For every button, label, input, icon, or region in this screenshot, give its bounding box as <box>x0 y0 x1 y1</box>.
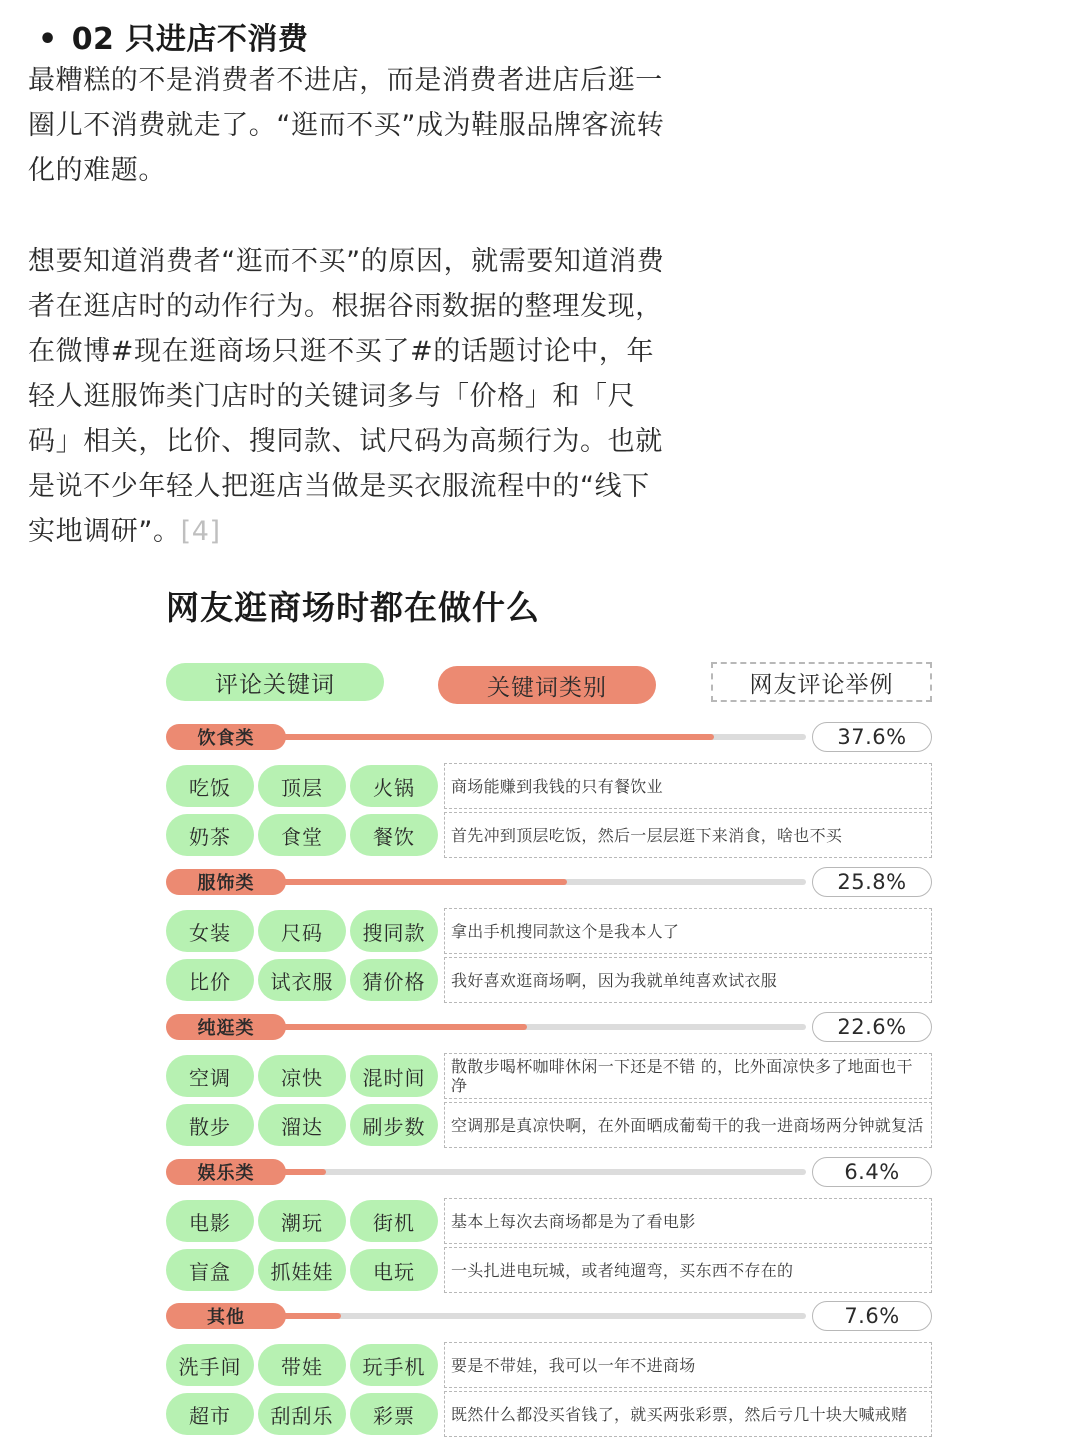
heading-text: 02 只进店不消费 <box>71 22 309 57</box>
category-row <box>166 1014 932 1040</box>
keyword-pill: 电影 <box>166 1200 254 1242</box>
comment-example: 要是不带娃，我可以一年不进商场 <box>444 1342 932 1388</box>
header-example: 网友评论举例 <box>711 662 932 702</box>
keyword-row <box>166 765 932 807</box>
keyword-pill: 搜同款 <box>350 910 438 952</box>
keyword-pill: 抓娃娃 <box>258 1249 346 1291</box>
comment-example: 拿出手机搜同款这个是我本人了 <box>444 908 932 954</box>
comment-example: 我好喜欢逛商场啊，因为我就单纯喜欢试衣服 <box>444 957 932 1003</box>
comment-example: 散散步喝杯咖啡休闲一下还是不错 的，比外面凉快多了地面也干净 <box>444 1053 932 1099</box>
reference-marker[interactable]: [4] <box>180 516 221 547</box>
category-label: 饮食类 <box>166 724 286 750</box>
section-heading <box>38 14 308 58</box>
keyword-pill: 洗手间 <box>166 1344 254 1386</box>
keyword-row <box>166 1200 932 1242</box>
category-label: 其他 <box>166 1303 286 1329</box>
keyword-pill: 吃饭 <box>166 765 254 807</box>
category-percentage: 37.6% <box>812 722 932 752</box>
keyword-row <box>166 1393 932 1435</box>
keyword-row <box>166 1344 932 1386</box>
category-percentage: 6.4% <box>812 1157 932 1187</box>
keyword-row <box>166 910 932 952</box>
category-bar <box>246 879 567 885</box>
keyword-pill: 试衣服 <box>258 959 346 1001</box>
category-bar <box>246 1024 527 1030</box>
bullet: • <box>38 22 58 57</box>
keyword-pill: 彩票 <box>350 1393 438 1435</box>
keyword-row <box>166 1055 932 1097</box>
comment-example: 既然什么都没买省钱了，就买两张彩票，然后亏几十块大喊戒赌 <box>444 1391 932 1437</box>
keyword-pill: 女装 <box>166 910 254 952</box>
paragraph-2-text: 想要知道消费者“逛而不买”的原因，就需要知道消费者在逛店时的动作行为。根据谷雨数据的整理发现，在微博#现在逛商场只逛不买了#的话题讨论中，年轻人逛服饰类门店时的关键词多与「价格」和「尺码」相关，比价、搜同款、试尺码为高频行为。也就是说不少年轻人把逛店当做是买衣服流程中的“线下实地调研”。 <box>28 246 665 547</box>
keyword-pill: 混时间 <box>350 1055 438 1097</box>
keyword-pill: 带娃 <box>258 1344 346 1386</box>
keyword-row <box>166 1249 932 1291</box>
keyword-pill: 食堂 <box>258 814 346 856</box>
category-percentage: 25.8% <box>812 867 932 897</box>
category-label: 服饰类 <box>166 869 286 895</box>
keyword-pill: 盲盒 <box>166 1249 254 1291</box>
category-row <box>166 1303 932 1329</box>
comment-example: 基本上每次去商场都是为了看电影 <box>444 1198 932 1244</box>
keyword-pill: 玩手机 <box>350 1344 438 1386</box>
comment-example: 空调那是真凉快啊，在外面晒成葡萄干的我一进商场两分钟就复活 <box>444 1102 932 1148</box>
category-percentage: 22.6% <box>812 1012 932 1042</box>
keyword-row <box>166 1104 932 1146</box>
category-label: 娱乐类 <box>166 1159 286 1185</box>
comment-example: 商场能赚到我钱的只有餐饮业 <box>444 763 932 809</box>
category-bar <box>246 734 714 740</box>
paragraph-2 <box>28 239 668 554</box>
header-keyword: 评论关键词 <box>166 663 384 701</box>
keyword-pill: 潮玩 <box>258 1200 346 1242</box>
keyword-pill: 散步 <box>166 1104 254 1146</box>
infographic-title: 网友逛商场时都在做什么 <box>166 588 540 627</box>
keyword-pill: 火锅 <box>350 765 438 807</box>
keyword-pill: 顶层 <box>258 765 346 807</box>
keyword-pill: 刮刮乐 <box>258 1393 346 1435</box>
keyword-pill: 奶茶 <box>166 814 254 856</box>
category-row <box>166 869 932 895</box>
keyword-pill: 尺码 <box>258 910 346 952</box>
paragraph-1: 最糟糕的不是消费者不进店，而是消费者进店后逛一圈儿不消费就走了。“逛而不买”成为鞋服品牌客流转化的难题。 <box>28 65 665 186</box>
comment-example: 一头扎进电玩城，或者纯遛弯，买东西不存在的 <box>444 1247 932 1293</box>
keyword-pill: 餐饮 <box>350 814 438 856</box>
category-bar-track <box>246 734 806 740</box>
keyword-pill: 猜价格 <box>350 959 438 1001</box>
category-bar-track <box>246 1313 806 1319</box>
keyword-pill: 溜达 <box>258 1104 346 1146</box>
keyword-pill: 凉快 <box>258 1055 346 1097</box>
category-bar-track <box>246 1024 806 1030</box>
comment-example: 首先冲到顶层吃饭，然后一层层逛下来消食，啥也不买 <box>444 812 932 858</box>
category-row <box>166 1159 932 1185</box>
keyword-pill: 空调 <box>166 1055 254 1097</box>
keyword-row <box>166 814 932 856</box>
keyword-pill: 街机 <box>350 1200 438 1242</box>
category-label: 纯逛类 <box>166 1014 286 1040</box>
keyword-pill: 超市 <box>166 1393 254 1435</box>
keyword-pill: 比价 <box>166 959 254 1001</box>
category-bar-track <box>246 879 806 885</box>
keyword-row <box>166 959 932 1001</box>
keyword-pill: 电玩 <box>350 1249 438 1291</box>
keyword-pill: 刷步数 <box>350 1104 438 1146</box>
category-bar-track <box>246 1169 806 1175</box>
category-row <box>166 724 932 750</box>
header-category: 关键词类别 <box>438 666 656 704</box>
category-percentage: 7.6% <box>812 1301 932 1331</box>
